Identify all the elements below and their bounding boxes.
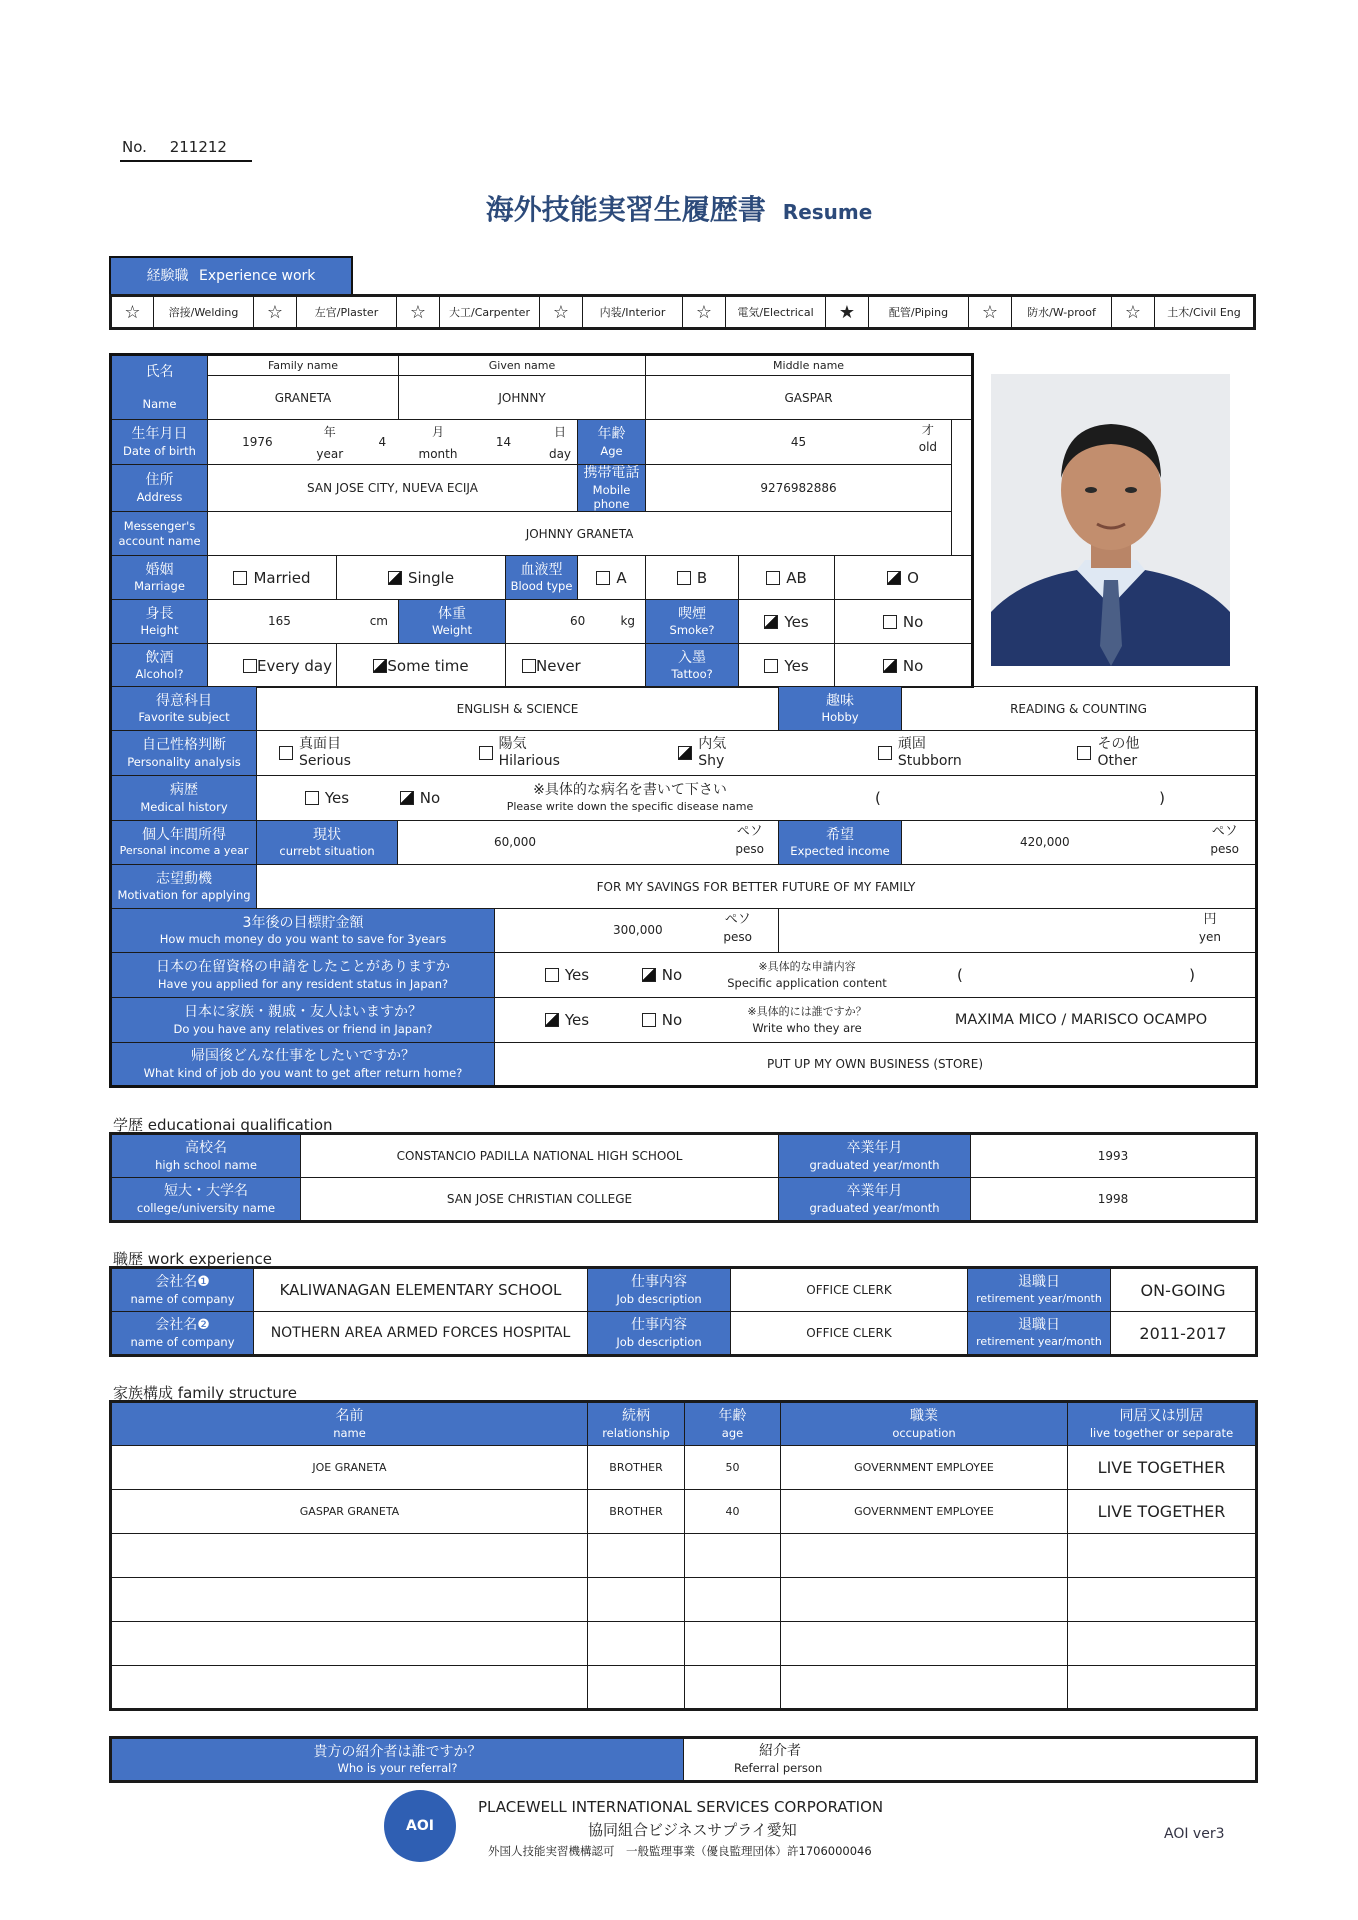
middle-name-label: Middle name: [646, 355, 973, 376]
family-name-label: Family name: [208, 355, 399, 376]
resident-yes-option[interactable]: Yes: [495, 966, 617, 984]
personality-options: [257, 731, 1257, 776]
subject-label: 得意科目 Favorite subject: [111, 687, 257, 731]
tattoo-no-checkbox[interactable]: [883, 659, 897, 673]
family-name-value[interactable]: GRANETA: [208, 376, 399, 420]
personality-serious-option[interactable]: 真面目 Serious: [257, 736, 457, 771]
blood-ab-checkbox[interactable]: [766, 571, 780, 585]
empty-cell[interactable]: [588, 1578, 685, 1622]
work-table: [109, 1266, 1258, 1357]
relatives-yes-checkbox[interactable]: [545, 1013, 559, 1027]
aoi-logo: [384, 1790, 456, 1862]
empty-cell[interactable]: [588, 1622, 685, 1666]
given-name-value[interactable]: JOHNNY: [399, 376, 646, 420]
empty-cell[interactable]: [781, 1534, 1068, 1578]
relatives-note: ※具体的には誰ですか？ Write who they are: [747, 1004, 867, 1035]
hobby-value[interactable]: READING & COUNTING: [902, 687, 1257, 731]
resident-no-checkbox[interactable]: [642, 968, 656, 982]
never-checkbox[interactable]: [522, 659, 536, 673]
experience-label: 防水/W-proof: [1012, 296, 1112, 329]
resume-number-value: 211212: [169, 138, 227, 156]
savings-label: 3年後の目標貯金額 How much money do you want to save for 3years: [111, 909, 495, 953]
education-table: [109, 1132, 1258, 1223]
company-2-value[interactable]: NOTHERN AREA ARMED FORCES HOSPITAL: [254, 1312, 588, 1356]
family-live-cell[interactable]: LIVE TOGETHER: [1068, 1446, 1257, 1490]
family-name-cell[interactable]: GASPAR GRANETA: [111, 1490, 588, 1534]
savings-yen-unit: 円 yen: [1198, 912, 1222, 945]
hs-graduated-value[interactable]: 1993: [971, 1134, 1257, 1178]
empty-cell[interactable]: [685, 1666, 781, 1710]
experience-label: 土木/Civil Eng: [1155, 296, 1255, 329]
table-row: [111, 1446, 1257, 1490]
experience-table: [109, 294, 1256, 330]
table-row: [111, 1578, 1257, 1622]
income-expected-label: 希望 Expected income: [779, 821, 902, 865]
family-age-cell[interactable]: 40: [685, 1490, 781, 1534]
resident-note: ※具体的な申請内容 Specific application content: [727, 959, 887, 990]
relatives-no-option[interactable]: No: [617, 1011, 707, 1029]
stubborn-checkbox[interactable]: [878, 746, 892, 760]
footer-company: [478, 1796, 883, 1860]
weight-value[interactable]: [506, 600, 646, 644]
marriage-label: 婚姻 Marriage: [111, 556, 208, 600]
resume-number: [120, 138, 252, 162]
education-title: 学歴 educationai qualification: [113, 1116, 333, 1134]
dob-value[interactable]: [208, 420, 578, 465]
marriage-single-option[interactable]: Single: [337, 556, 506, 600]
company-1-value[interactable]: KALIWANAGAN ELEMENTARY SCHOOL: [254, 1268, 588, 1312]
dob-month-unit: 月 month: [418, 425, 458, 461]
subject-value[interactable]: ENGLISH & SCIENCE: [257, 687, 779, 731]
experience-label: 電気/Electrical: [726, 296, 826, 329]
table-row: [111, 1534, 1257, 1578]
medical-yes-option[interactable]: Yes: [257, 789, 375, 807]
family-header-name: 名前 name: [111, 1402, 588, 1446]
empty-cell[interactable]: [1068, 1534, 1257, 1578]
personality-stubborn-option[interactable]: 頑固 Stubborn: [856, 736, 1056, 771]
medical-label: 病歴 Medical history: [111, 776, 257, 821]
age-label: 年齢 Age: [578, 420, 646, 465]
personality-hilarious-option[interactable]: 陽気 Hilarious: [457, 736, 657, 771]
relatives-label: 日本に家族・親戚・友人はいますか？ Do you have any relatives or friend in Japan?: [111, 998, 495, 1043]
savings-number[interactable]: 300,000: [613, 923, 663, 937]
future-job-value[interactable]: PUT UP MY OWN BUSINESS (STORE): [495, 1043, 1257, 1087]
family-occ-cell[interactable]: GOVERNMENT EMPLOYEE: [781, 1446, 1068, 1490]
income-current-label: 現状 currebt situation: [257, 821, 398, 865]
job-1-value[interactable]: OFFICE CLERK: [731, 1268, 968, 1312]
dob-day[interactable]: 14: [495, 435, 512, 449]
family-occ-cell[interactable]: GOVERNMENT EMPLOYEE: [781, 1490, 1068, 1534]
aoi-logo-text: AOI: [406, 1818, 434, 1834]
empty-cell[interactable]: [1068, 1666, 1257, 1710]
resume-number-label: No.: [122, 138, 147, 156]
blood-b-option[interactable]: B: [646, 556, 739, 600]
person-photo-icon: [991, 374, 1230, 666]
every-day-checkbox[interactable]: [243, 659, 257, 673]
resident-yes-checkbox[interactable]: [545, 968, 559, 982]
empty-cell[interactable]: [1068, 1578, 1257, 1622]
weight-number[interactable]: 60: [570, 614, 586, 629]
family-title: 家族構成 family structure: [113, 1384, 297, 1402]
medical-note: ※具体的な病名を書いて下さい Please write down the specific disease name: [506, 782, 754, 814]
details-table: [109, 686, 1258, 1088]
dob-year-unit: 年 year: [316, 425, 344, 461]
referral-label: 貴方の紹介者は誰ですか？ Who is your referral?: [111, 1738, 684, 1782]
income-expected-unit: ペソ peso: [1210, 824, 1240, 857]
college-graduated-value[interactable]: 1998: [971, 1178, 1257, 1222]
experience-label: 内装/Interior: [583, 296, 683, 329]
family-table: [109, 1400, 1258, 1711]
family-header-live: 同居又は別居 live together or separate: [1068, 1402, 1257, 1446]
college-graduated-label: 卒業年月 graduated year/month: [779, 1178, 971, 1222]
experience-mark[interactable]: ☆: [254, 296, 297, 329]
smoke-yes-option[interactable]: Yes: [739, 600, 835, 644]
blood-o-checkbox[interactable]: [887, 571, 901, 585]
job-2-value[interactable]: OFFICE CLERK: [731, 1312, 968, 1356]
empty-cell[interactable]: [781, 1622, 1068, 1666]
address-value[interactable]: SAN JOSE CITY, NUEVA ECIJA: [208, 465, 578, 512]
empty-cell[interactable]: [685, 1534, 781, 1578]
footer-line-1: PLACEWELL INTERNATIONAL SERVICES CORPORATION: [478, 1798, 884, 1816]
family-header-relationship: 続柄 relationship: [588, 1402, 685, 1446]
age-number[interactable]: 45: [790, 435, 807, 449]
single-checkbox[interactable]: [388, 571, 402, 585]
blood-a-checkbox[interactable]: [596, 571, 610, 585]
referral-table: [109, 1736, 1258, 1783]
medical-yes-checkbox[interactable]: [305, 791, 319, 805]
experience-label: 溶接/Welding: [154, 296, 254, 329]
empty-cell[interactable]: [111, 1534, 588, 1578]
retirement-2-label: 退職日 retirement year/month: [968, 1312, 1111, 1356]
smoke-no-option[interactable]: No: [835, 600, 973, 644]
income-expected-value[interactable]: [902, 821, 1257, 865]
experience-title-jp: 経験職: [146, 268, 189, 284]
smoke-yes-checkbox[interactable]: [764, 615, 778, 629]
empty-cell[interactable]: [588, 1534, 685, 1578]
family-header-occupation: 職業 occupation: [781, 1402, 1068, 1446]
smoke-label: 喫煙 Smoke?: [646, 600, 739, 644]
blood-label: 血液型 Blood type: [506, 556, 578, 600]
motivation-value[interactable]: FOR MY SAVINGS FOR BETTER FUTURE OF MY FAMILY: [257, 865, 1257, 909]
medical-disease-field[interactable]: ( ): [875, 789, 1166, 807]
name-label: 氏名 Name: [111, 355, 208, 420]
marriage-married-option[interactable]: Married: [208, 556, 337, 600]
experience-mark[interactable]: ★: [826, 296, 869, 329]
experience-mark[interactable]: ☆: [683, 296, 726, 329]
company-1-label: 会社名❶ name of company: [111, 1268, 254, 1312]
middle-name-value[interactable]: GASPAR: [646, 376, 973, 420]
resident-no-option[interactable]: No: [617, 966, 707, 984]
empty-cell[interactable]: [685, 1578, 781, 1622]
footer-line-2: 協同組合ビジネスサプライ愛知: [588, 1821, 797, 1840]
referral-value[interactable]: 紹介者 Referral person: [684, 1738, 1257, 1782]
page-title-en: Resume: [782, 200, 873, 224]
empty-cell[interactable]: [588, 1666, 685, 1710]
experience-label: 配管/Piping: [869, 296, 969, 329]
college-label: 短大・大学名 college/university name: [111, 1178, 301, 1222]
relatives-value[interactable]: MAXIMA MICO / MARISCO OCAMPO: [954, 1012, 1208, 1028]
medical-no-checkbox[interactable]: [400, 791, 414, 805]
tattoo-yes-option[interactable]: Yes: [739, 644, 835, 688]
table-row: [111, 1490, 1257, 1534]
table-row: [111, 1666, 1257, 1710]
family-live-cell[interactable]: LIVE TOGETHER: [1068, 1490, 1257, 1534]
smoke-no-checkbox[interactable]: [883, 615, 897, 629]
hs-graduated-label: 卒業年月 graduated year/month: [779, 1134, 971, 1178]
version-label: AOI ver3: [1164, 1826, 1225, 1842]
retirement-2-value[interactable]: 2011-2017: [1111, 1312, 1257, 1356]
empty-cell[interactable]: [781, 1666, 1068, 1710]
job-1-label: 仕事内容 Job description: [588, 1268, 731, 1312]
experience-mark[interactable]: ☆: [540, 296, 583, 329]
blood-a-option[interactable]: A: [578, 556, 646, 600]
serious-checkbox[interactable]: [279, 746, 293, 760]
future-job-label: 帰国後どんな仕事をしたいですか？ What kind of job do you want to get after return home?: [111, 1043, 495, 1087]
tattoo-no-option[interactable]: No: [835, 644, 973, 688]
height-label: 身長 Height: [111, 600, 208, 644]
high-school-label: 高校名 high school name: [111, 1134, 301, 1178]
alcohol-never-option[interactable]: Never: [506, 644, 646, 688]
height-value[interactable]: [208, 600, 399, 644]
personality-other-option[interactable]: その他 Other: [1055, 736, 1255, 771]
tattoo-yes-checkbox[interactable]: [764, 659, 778, 673]
income-current-unit: ペソ peso: [735, 824, 765, 857]
blood-ab-option[interactable]: AB: [739, 556, 835, 600]
page-title-jp: 海外技能実習生履歴書: [485, 193, 766, 226]
height-unit: cm: [369, 614, 388, 629]
family-header-age: 年齢 age: [685, 1402, 781, 1446]
company-2-label: 会社名❷ name of company: [111, 1312, 254, 1356]
savings-peso-unit: ペソ peso: [723, 912, 753, 945]
income-label: 個人年間所得 Personal income a year: [111, 821, 257, 865]
alcohol-every-option[interactable]: Every day: [208, 644, 337, 688]
job-2-label: 仕事内容 Job description: [588, 1312, 731, 1356]
blood-o-option[interactable]: O: [835, 556, 973, 600]
empty-cell[interactable]: [111, 1578, 588, 1622]
retirement-1-value[interactable]: ON-GOING: [1111, 1268, 1257, 1312]
mobile-label: 携帯電話 Mobile phone: [578, 465, 646, 512]
relatives-content: [495, 998, 1257, 1043]
dob-label: 生年月日 Date of birth: [111, 420, 208, 465]
empty-cell[interactable]: [111, 1666, 588, 1710]
retirement-1-label: 退職日 retirement year/month: [968, 1268, 1111, 1312]
table-row: [111, 1622, 1257, 1666]
experience-mark[interactable]: ☆: [111, 296, 154, 329]
empty-cell[interactable]: [781, 1578, 1068, 1622]
relatives-no-checkbox[interactable]: [642, 1013, 656, 1027]
married-checkbox[interactable]: [233, 571, 247, 585]
income-current-number[interactable]: 60,000: [494, 835, 536, 849]
personal-table: [109, 353, 974, 688]
messenger-value[interactable]: JOHNNY GRANETA: [208, 512, 952, 556]
experience-title-en: Experience work: [199, 268, 316, 284]
address-label: 住所 Address: [111, 465, 208, 512]
empty-cell[interactable]: [1068, 1622, 1257, 1666]
experience-title: [109, 256, 353, 296]
experience-label: 左官/Plaster: [297, 296, 397, 329]
medical-content: [257, 776, 1257, 821]
resident-content: [495, 953, 1257, 998]
weight-label: 体重 Weight: [399, 600, 506, 644]
relatives-yes-option[interactable]: Yes: [495, 1011, 617, 1029]
income-expected-number[interactable]: 420,000: [1020, 835, 1070, 849]
hobby-label: 趣味 Hobby: [779, 687, 902, 731]
alcohol-some-option[interactable]: Some time: [337, 644, 506, 688]
family-rel-cell[interactable]: BROTHER: [588, 1446, 685, 1490]
medical-no-option[interactable]: No: [375, 789, 465, 807]
resident-label: 日本の在留資格の申請をしたことがありますか Have you applied for any resident status in Japan?: [111, 953, 495, 998]
personality-label: 自己性格判断 Personality analysis: [111, 731, 257, 776]
savings-yen-value[interactable]: [779, 909, 1257, 953]
family-rel-cell[interactable]: BROTHER: [588, 1490, 685, 1534]
experience-label: 大工/Carpenter: [440, 296, 540, 329]
family-name-cell[interactable]: JOE GRANETA: [111, 1446, 588, 1490]
applicant-photo: [991, 374, 1230, 666]
blood-b-checkbox[interactable]: [677, 571, 691, 585]
empty-cell[interactable]: [685, 1622, 781, 1666]
high-school-value[interactable]: CONSTANCIO PADILLA NATIONAL HIGH SCHOOL: [301, 1134, 779, 1178]
tattoo-label: 入墨 Tattoo?: [646, 644, 739, 688]
messenger-label: Messenger's account name: [111, 512, 208, 556]
experience-mark[interactable]: ☆: [1112, 296, 1155, 329]
page-title: [0, 188, 1358, 228]
dob-year[interactable]: 1976: [242, 435, 273, 449]
given-name-label: Given name: [399, 355, 646, 376]
dob-day-unit: 日 day: [548, 425, 572, 461]
age-value[interactable]: [646, 420, 952, 465]
weight-unit: kg: [620, 614, 636, 629]
resident-content-field[interactable]: ( ): [957, 966, 1196, 984]
dob-month[interactable]: 4: [378, 435, 387, 449]
motivation-label: 志望動機 Motivation for applying: [111, 865, 257, 909]
empty-cell[interactable]: [111, 1622, 588, 1666]
hilarious-checkbox[interactable]: [479, 746, 493, 760]
college-value[interactable]: SAN JOSE CHRISTIAN COLLEGE: [301, 1178, 779, 1222]
work-title: 職歴 work experience: [113, 1250, 273, 1268]
mobile-value[interactable]: 9276982886: [646, 465, 952, 512]
shy-checkbox[interactable]: [678, 746, 692, 760]
alcohol-label: 飲酒 Alcohol?: [111, 644, 208, 688]
some-time-checkbox[interactable]: [373, 659, 387, 673]
height-number[interactable]: 165: [268, 614, 291, 629]
footer-line-3: 外国人技能実習機構認可 一般監理事業（優良監理団体）許1706000046: [488, 1843, 872, 1858]
savings-peso-value[interactable]: [495, 909, 779, 953]
personality-shy-option[interactable]: 内気 Shy: [656, 736, 856, 771]
other-checkbox[interactable]: [1077, 746, 1091, 760]
income-current-value[interactable]: [398, 821, 779, 865]
experience-mark[interactable]: ☆: [969, 296, 1012, 329]
experience-mark[interactable]: ☆: [397, 296, 440, 329]
family-age-cell[interactable]: 50: [685, 1446, 781, 1490]
age-unit: 才 old: [918, 423, 938, 454]
